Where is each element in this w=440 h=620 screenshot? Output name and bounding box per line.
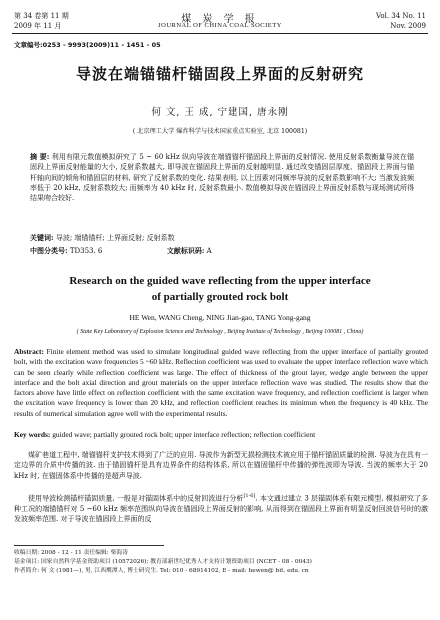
- abstract-cn-text: 利用有限元数值模拟研究了 5 ~ 60 kHz 纵向导波在端锚锚杆锚固段上界面的反射情况. 使用反射系数衡量导波在锚固段上界面反射能量的大小, 反射系数越大, 即导波在锚固段上界面的反射越明显. 通过改变锚固层厚度、锚固段上界面与锚杆轴向间的倾角和锚固层的材料, 研究了反射系数的变化. 结果表明, 以上因素对同频率导波的反射系数影响不大; 当激发波频率低于 20 kHz, 反射系数较大; 而频率为 40 kHz 时, 反射系数最小. 数值模拟导波在锚固段上界面反射系数与现场测试所得结果吻合较好.: [30, 153, 414, 203]
- keywords-cn: [30, 233, 414, 243]
- header-rule: [12, 33, 428, 34]
- title-en-line1: Research on the guided wave reflecting from the upper interface: [69, 275, 371, 287]
- abstract-cn: [30, 152, 414, 203]
- footnote-author: 作者简介: 何 文 (1981—), 男, 江西鹰潭人, 博士研究生. Tel: 010 - 68914102, E - mail: hewen@ bit. edu. cn: [14, 568, 309, 574]
- abstract-en-label: Abstract:: [14, 347, 44, 356]
- abstract-cn-label: 摘 要:: [30, 152, 50, 161]
- authors-en: HE Wen, WANG Cheng, NING Jian-gao, TANG Yong-gang: [129, 313, 311, 322]
- affiliation-cn: ( 北京理工大学 爆炸科学与技术国家重点实验室, 北京 100081): [132, 128, 308, 135]
- footnote-fund: 基金项目: 国家自然科学基金资助项目 (10572026); 教育部新世纪优秀人才支持计划资助项目 (NCET - 08 - 0043): [14, 559, 312, 565]
- abstract-en: [14, 347, 428, 419]
- body-paragraph-2-rest: . 本文通过建立 3 层锚固体系有限元模型, 模拟研究了多种工况的端锚锚杆对 5 ~60 kHz 频率范围纵向导波在锚固段上界面反射的影响, 从而得到在锚固段上界面有明显反射回波信号时的激发波频率范围. 对于导波在锚固段上界面的反: [14, 494, 428, 523]
- journal-name-cn: 煤 炭 学 报: [181, 14, 259, 25]
- article-id: 文章编号:0253 - 9993(2009)11 - 1451 - 05: [14, 41, 161, 49]
- keywords-cn-label: 关键词:: [30, 233, 54, 242]
- classification-cn: [30, 246, 414, 256]
- abstract-en-text: Finite element method was used to simulate longitudinal guided wave reflecting from the upper interface of partially grouted bolt, with the excitation wave frequencies 5 ~60 kHz. Reflection coefficient was used to evaluate the upper interface reflection wave which can be seen clearly while reflection coefficient was large. The effect of thickness of the grout layer, wedge angle between the upper interface and the bolt axial direction and grout materials on the upper interface reflection wave was studied. The results show that the factors above have little effect on reflection coefficient with the same excitation wave frequency, and reflection coefficient is larger when the excitation wave frequency is lower than 20 kHz, and reflection coefficient reaches its minimun when the frequency is 40 kHz. The results of numerical simulation agree well with the experimental results.: [14, 347, 428, 418]
- volume-issue-en: Vol. 34 No. 11: [375, 12, 426, 20]
- date-cn: 2009 年 11 月: [14, 22, 62, 30]
- volume-issue-cn: 第 34 卷第 11 期: [14, 12, 69, 20]
- journal-name-en: JOURNAL OF CHINA COAL SOCIETY: [158, 22, 282, 29]
- page-title-cn: 导波在端锚锚杆锚固段上界面的反射研究: [75, 65, 364, 83]
- footnote-received: 收稿日期: 2008 - 12 - 11 责任编辑: 柴海涛: [14, 550, 128, 556]
- date-en: Nov. 2009: [390, 22, 426, 30]
- class-value: TD353. 6: [69, 247, 103, 255]
- citation: [1-6]: [243, 493, 256, 499]
- doc-code-value: A: [206, 247, 212, 255]
- footnote-rule: [14, 545, 164, 546]
- keywords-en-label: Key words:: [14, 430, 51, 439]
- title-en-line2: of partially grouted rock bolt: [151, 291, 289, 303]
- keywords-cn-text: 导波; 端锚锚杆; 上界面反射; 反射系数: [55, 234, 175, 242]
- body-paragraph-1: 煤矿巷道工程中, 端锚锚杆支护技术得到了广泛的应用. 导波作为新型无损检测技术被应用于锚杆锚固质量的检测. 导波为在具有一定边界的介质中传播的波. 由于锚固锚杆是具有边界条件的结构体系, 所以在锚固锚杆中传播的弹性波即为导波. 当波的频率大于 20 kHz 时, 在锚固体系中传播的是超声导波.: [14, 451, 428, 480]
- class-label: 中图分类号:: [30, 246, 68, 255]
- doc-code-label: 文献标识码:: [166, 246, 205, 255]
- authors-cn: 何 文, 王 成, 宁建国, 唐永刚: [151, 107, 289, 118]
- keywords-en-text: guided wave; partially grouted rock bolt; upper interface reflection; reflection coefficient: [52, 430, 316, 439]
- keywords-en: [14, 430, 428, 440]
- body-paragraph-2-text: 使用导波检测锚杆锚固质量, 一般是对锚固体系中的反射回波进行分析: [28, 494, 244, 503]
- affiliation-en: ( State Key Laboratory of Explosion Science and Technology , Beijing Institute of Technology , Beijing 100081 , China): [76, 329, 364, 335]
- body-paragraph-2: [14, 491, 428, 524]
